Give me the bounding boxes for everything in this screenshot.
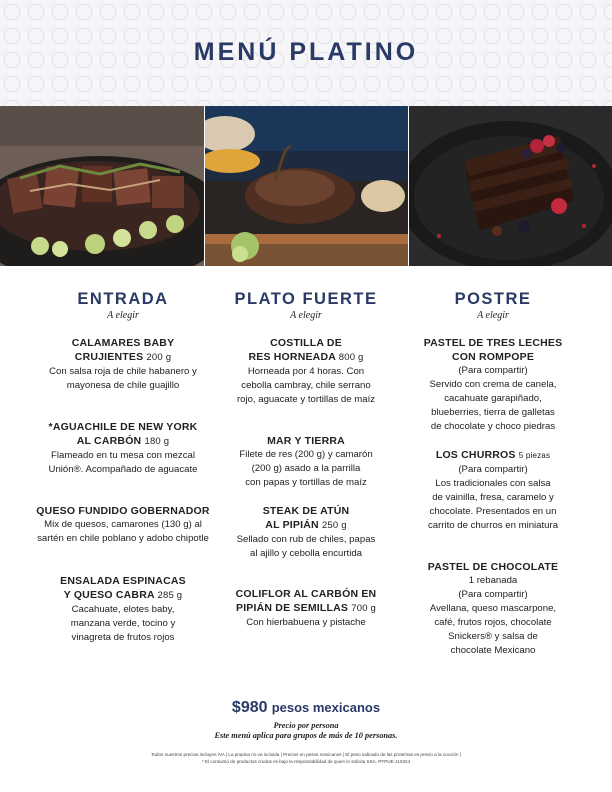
item-name: *AGUACHILE DE NEW YORK AL CARBÓN 180 g <box>48 421 198 447</box>
fine-print: Todos nuestros precios incluyen IVA | La propina no va incluida | Precios en pesos mexicanos | El peso indicado de las proteínas es previo a la cocción | * El consumo de productos crudos es bajo la responsabilidad de quien lo solicita SSA. PFPUE-110324 <box>151 752 461 764</box>
item-name: COSTILLA DE RES HORNEADA 800 g <box>248 337 364 363</box>
section-subheading: A elegir <box>107 310 139 321</box>
group-note: Este menú aplica para grupos de más de 10 personas. <box>214 731 398 740</box>
item-name: ENSALADA ESPINACAS Y QUESO CABRA 285 g <box>60 575 186 601</box>
menu-item <box>28 574 218 645</box>
price-per-person: Precio por persona <box>273 721 339 730</box>
section-subheading: A elegir <box>477 310 509 321</box>
chocolate-cake-photo <box>409 106 612 266</box>
menu-item <box>398 448 588 533</box>
item-weight: 285 g <box>157 590 183 601</box>
item-weight: 800 g <box>338 352 364 363</box>
item-name: CALAMARES BABY CRUJIENTES 200 g <box>71 337 175 363</box>
item-description: Horneada por 4 horas. Con cebolla cambray, chile serrano rojo, aguacate y tortillas de maíz <box>236 366 376 405</box>
short-rib-board-photo <box>205 106 408 266</box>
menu-item <box>211 336 401 407</box>
menu-item <box>28 504 218 546</box>
item-description: Con salsa roja de chile habanero y mayonesa de chile guajillo <box>49 366 197 391</box>
price-line <box>0 699 612 717</box>
steak-with-avocado-photo <box>0 106 204 266</box>
section-heading: POSTRE <box>454 290 532 308</box>
item-description: (Para compartir) Los tradicionales con salsa de vainilla, fresa, caramelo y chocolate. Presentados en un carrito de churros en miniatura <box>427 464 559 531</box>
item-weight: 200 g <box>146 352 172 363</box>
item-name: STEAK DE ATÚN AL PIPIÁN 250 g <box>262 505 350 531</box>
item-weight: 5 piezas <box>518 451 551 460</box>
column-entrada <box>28 290 218 321</box>
menu-item <box>28 336 218 393</box>
item-name: PASTEL DE TRES LECHES CON ROMPOPE <box>423 337 563 363</box>
menu-item <box>211 434 401 490</box>
price-currency: pesos mexicanos <box>271 700 381 715</box>
menu-item <box>211 587 401 630</box>
item-description: Cacahuate, elotes baby, manzana verde, tocino y vinagreta de frutos rojos <box>70 604 176 643</box>
menu-item <box>28 420 218 477</box>
item-weight: 250 g <box>321 520 347 531</box>
patterned-header <box>0 0 612 106</box>
item-weight: 180 g <box>144 436 170 447</box>
item-description: 1 rebanada (Para compartir) Avellana, queso mascarpone, café, frutos rojos, chocolate Snickers® y salsa de chocolate Mexicano <box>429 575 557 656</box>
price-amount: $980 <box>231 699 268 716</box>
price-notes <box>0 721 612 741</box>
menu-item <box>398 336 588 434</box>
item-description: Mix de quesos, camarones (130 g) al sartén en chile poblano y adobo chipotle <box>37 519 209 544</box>
item-name: QUESO FUNDIDO GOBERNADOR <box>36 505 210 517</box>
column-postre <box>398 290 588 321</box>
item-description: Filete de res (200 g) y camarón (200 g) asado a la parrilla con papas y tortillas de maíz <box>239 449 373 488</box>
menu-item <box>398 560 588 658</box>
item-name: PASTEL DE CHOCOLATE <box>427 561 559 573</box>
item-weight: 700 g <box>351 603 377 614</box>
item-description: Con hierbabuena y pistache <box>246 617 366 628</box>
section-subheading: A elegir <box>290 310 322 321</box>
column-plato-fuerte <box>211 290 401 321</box>
item-description: Flameado en tu mesa con mezcal Unión®. Acompañado de aguacate <box>48 450 198 475</box>
section-heading: PLATO FUERTE <box>234 290 378 308</box>
section-heading: ENTRADA <box>77 290 169 308</box>
item-name: MAR Y TIERRA <box>267 435 345 447</box>
item-description: (Para compartir) Servido con crema de canela, cacahuate garapiñado, blueberries, tierra de galletas de chocolate y choco piedras <box>429 365 557 432</box>
menu-title: MENÚ PLATINO <box>193 38 419 66</box>
item-description: Sellado con rub de chiles, papas al ajillo y cebolla encurtida <box>236 534 376 559</box>
menu-item <box>211 504 401 561</box>
item-name: COLIFLOR AL CARBÓN EN PIPIÁN DE SEMILLAS 700 g <box>235 588 377 614</box>
item-name: LOS CHURROS 5 piezas <box>435 449 551 461</box>
